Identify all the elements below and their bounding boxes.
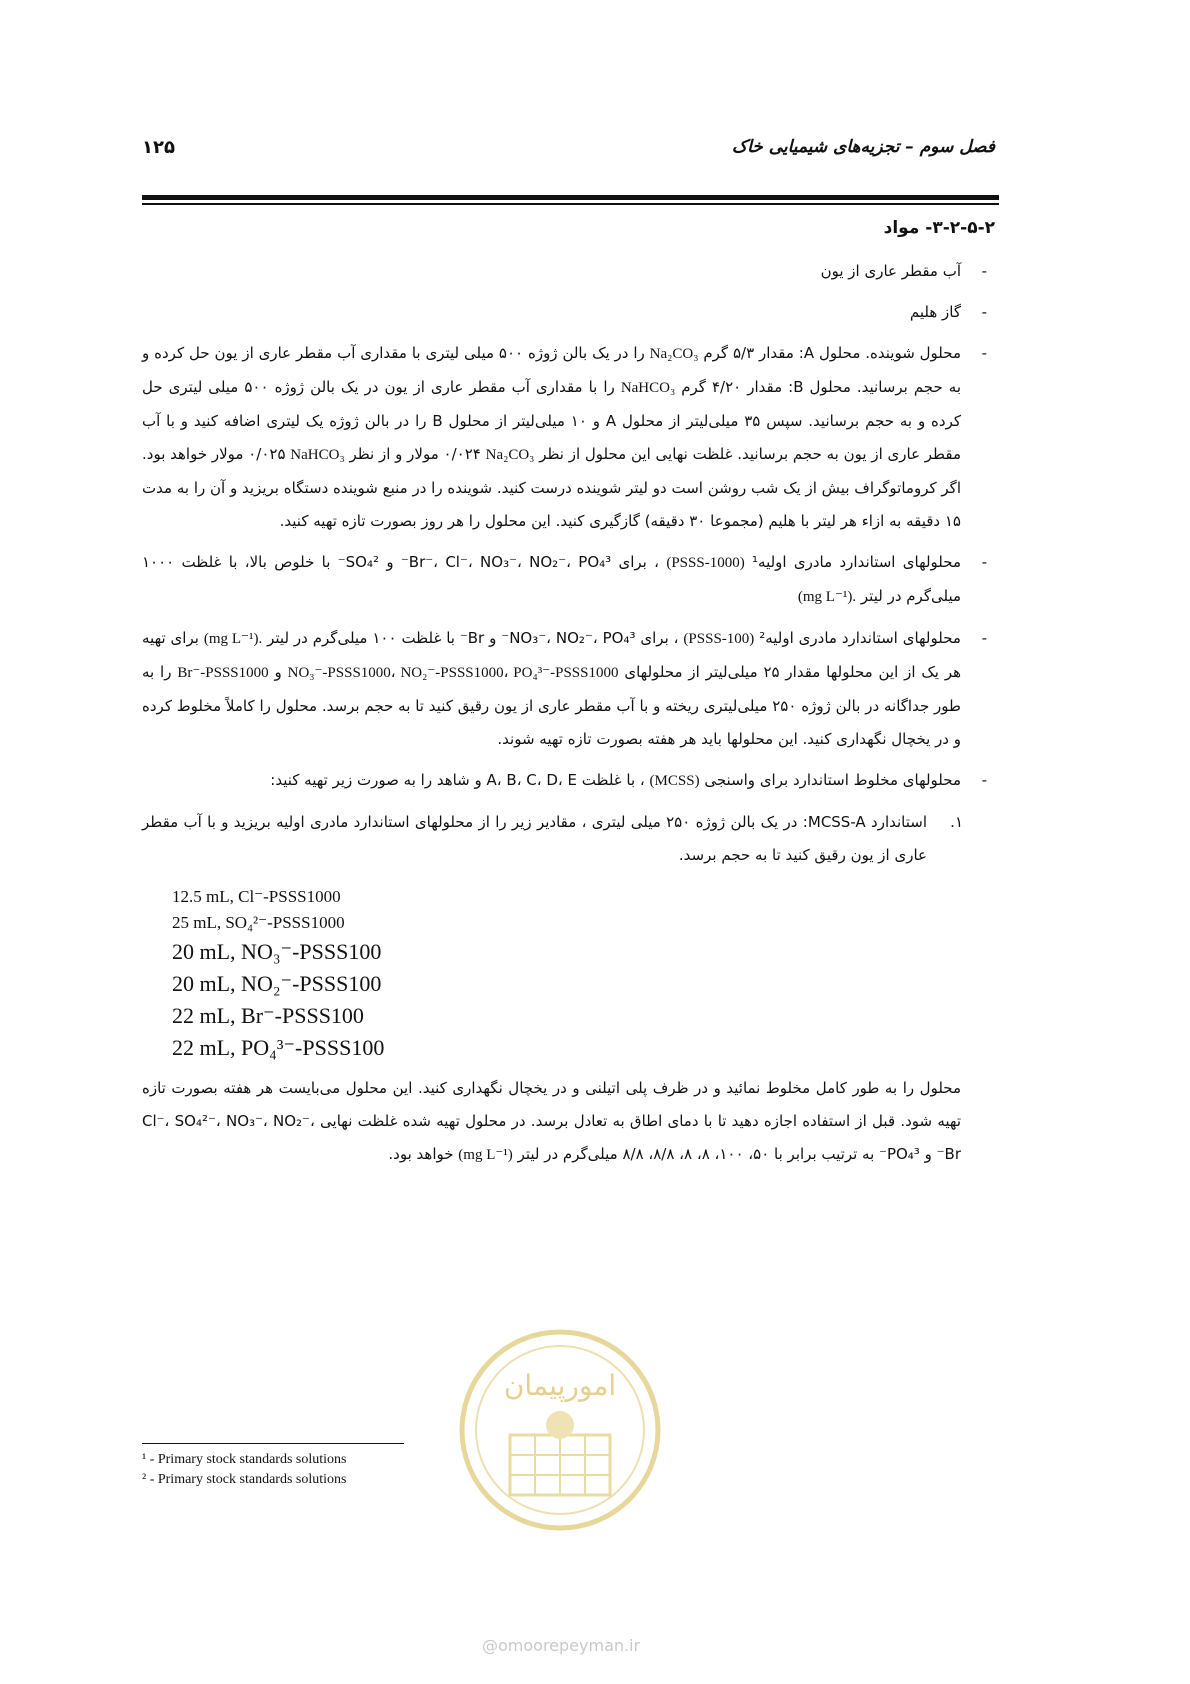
mixture-line: 12.5 mL, Cl⁻-PSSS1000 [172, 887, 341, 906]
list-item: - گاز هلیم [142, 296, 999, 329]
mixture-line: 20 mL, NO₂⁻-PSSS100 [172, 971, 382, 996]
dash-bullet: - [981, 344, 987, 362]
mixture-list [142, 884, 999, 1064]
list-item: - آب مقطر عاری از یون [142, 255, 999, 288]
footnote-rule [142, 1443, 404, 1444]
mixture-line: 22 mL, Br⁻-PSSS100 [172, 1003, 364, 1028]
footnote: ¹ - Primary stock standards solutions [142, 1452, 347, 1467]
chapter-title: فصل سوم – تجزیه‌های شیمیایی خاک [731, 137, 995, 157]
item-number: ۱. [950, 813, 963, 831]
dash-bullet: - [981, 771, 987, 789]
list-item: - محلولهای استاندارد مادری اولیه¹ (PSSS-1000) ، برای Br⁻، Cl⁻، NO₃⁻، NO₂⁻، PO₄³⁻ و SO₄²⁻ با خلوص بالا، با غلظت ۱۰۰۰ میلی‌گرم در لیتر (mg L⁻¹). [142, 546, 999, 614]
watermark-stamp-icon [455, 1325, 665, 1535]
list-item: - محلول شوینده. محلول A: مقدار ۵/۳ گرم Na₂CO₃ را در یک بالن ژوژه ۵۰۰ میلی لیتری با مقداری آب مقطر عاری از یون حل کرده و به حجم برسانید. محلول B: مقدار ۴/۲۰ گرم NaHCO₃ را با مقداری آب مقطر عاری از یون در یک بالن ژوژه ۵۰۰ میلی لیتری حل کرده و به حجم برسانید. سپس ۳۵ میلی‌لیتر از محلول A و ۱۰ میلی‌لیتر از محلول B را در بالن ژوژه یک لیتری اضافه کنید و با آب مقطر عاری از یون به حجم برسانید. غلظت نهایی این محلول از نظر Na₂CO₃ ۰/۰۲۴ مولار و از نظر NaHCO₃ ۰/۰۲۵ مولار خواهد بود. اگر کروماتوگراف بیش از یک شب روشن است دو لیتر شوینده درست کنید. شوینده را در منبع شوینده دستگاه بریزید و آن را به مدت ۱۵ دقیقه به ازاء هر لیتر با هلیم (مجموعا ۳۰ دقیقه) گازگیری کنید. این محلول را هر روز بصورت تازه تهیه کنید. [142, 337, 999, 538]
watermark-url: @omoorepeyman.ir [482, 1636, 641, 1655]
dash-bullet: - [981, 262, 987, 280]
section-heading: ۳-۲-۵-۲- مواد [883, 218, 995, 238]
page-number: ۱۲۵ [142, 137, 175, 158]
mixture-line: 22 mL, PO₄³⁻-PSSS100 [172, 1035, 385, 1060]
footnote: ² - Primary stock standards solutions [142, 1472, 347, 1487]
dash-bullet: - [981, 303, 987, 321]
final-paragraph: محلول را به طور کامل مخلوط نمائید و در ظرف پلی اتیلنی و در یخچال نگهداری کنید. این محلول می‌بایست هر هفته بصورت تازه تهیه شود. قبل از استفاده اجازه دهید تا با دمای اطاق به تعادل برسد. در محلول تهیه شده غلظت نهایی Cl⁻، SO₄²⁻، NO₃⁻، NO₂⁻، Br⁻ و PO₄³⁻ به ترتیب برابر با ۵۰، ۱۰۰، ۸، ۸، ۸/۸، ۸/۸ میلی‌گرم در لیتر (mg L⁻¹) خواهد بود. [142, 1079, 961, 1163]
header-rule-thick [142, 195, 999, 200]
mixture-line: 20 mL, NO₃⁻-PSSS100 [172, 939, 382, 964]
document-body [142, 255, 999, 1172]
mixture-line: 25 mL, SO₄²⁻-PSSS1000 [172, 913, 345, 932]
dash-bullet: - [981, 553, 987, 571]
list-item: - محلولهای استاندارد مادری اولیه² (PSSS-100) ، برای NO₃⁻، NO₂⁻، PO₄³⁻ و Br⁻ با غلظت ۱۰۰ میلی‌گرم در لیتر (mg L⁻¹). برای تهیه هر یک از این محلولها مقدار ۲۵ میلی‌لیتر از محلولهای NO₃⁻-PSSS1000، NO₂⁻-PSSS1000، PO₄³⁻-PSSS1000 و Br⁻-PSSS1000 را به طور جداگانه در بالن ژوژه ۲۵۰ میلی‌لیتری ریخته و با آب مقطر عاری از یون رقیق کنید تا به حجم برسد. محلول را کاملاً مخلوط کرده و در یخچال نگهداری کنید. این محلولها باید هر هفته بصورت تازه تهیه شوند. [142, 622, 999, 756]
header-rule-thin [142, 203, 999, 205]
list-item: - محلولهای مخلوط استاندارد برای واسنجی (MCSS) ، با غلظت A، B، C، D، E و شاهد را به صورت زیر تهیه کنید: [142, 764, 999, 798]
dash-bullet: - [981, 629, 987, 647]
numbered-item: ۱. استاندارد MCSS-A: در یک بالن ژوژه ۲۵۰ میلی لیتری ، مقادیر زیر را از محلولهای استاندارد مادری اولیه بریزید و با آب مقطر عاری از یون رقیق کنید تا به حجم برسد. [142, 806, 999, 872]
stamp-text: امورپیمان [503, 1369, 617, 1402]
